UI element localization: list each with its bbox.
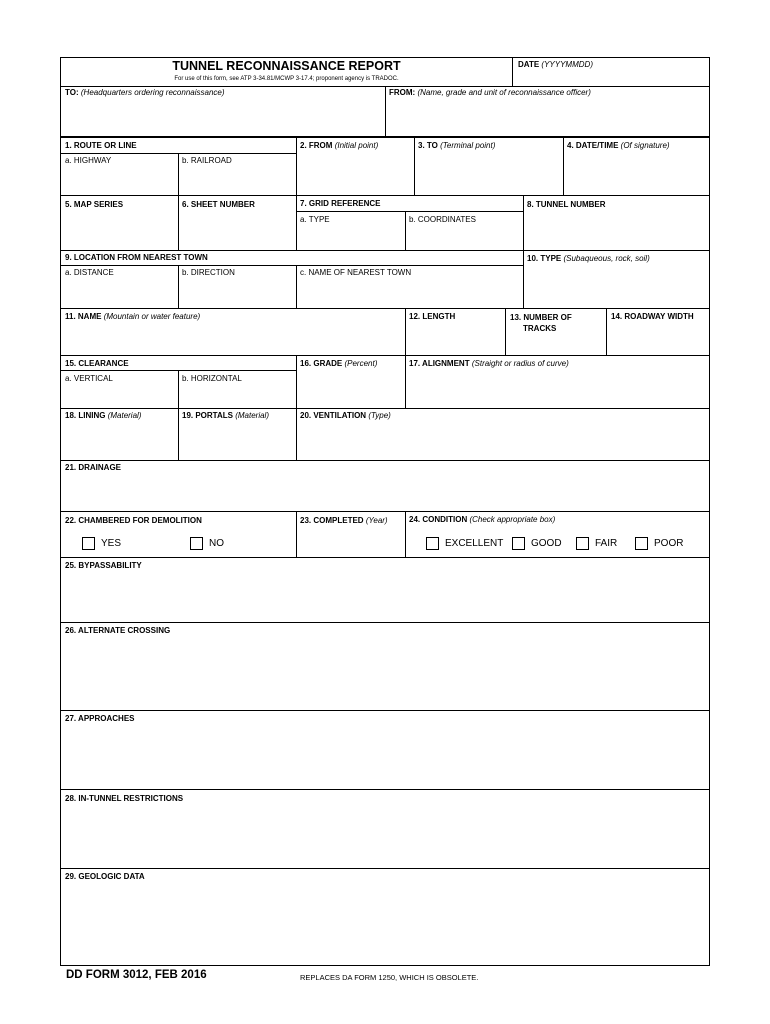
- from-initial-point-label: 2. FROM (Initial point): [300, 141, 379, 150]
- chambered-no-checkbox[interactable]: [190, 537, 203, 550]
- chambered-yes-label: YES: [101, 538, 122, 549]
- form-subtitle: For use of this form, see ATP 3-34.81/MCWP 3-17.4; proponent agency is TRADOC.: [174, 76, 399, 82]
- location-nearest-town-label: 9. LOCATION FROM NEAREST TOWN: [65, 253, 208, 262]
- distance-label: a. DISTANCE: [65, 268, 114, 277]
- bypassability-label: 25. BYPASSABILITY: [65, 561, 142, 570]
- grade-label: 16. GRADE (Percent): [300, 359, 378, 368]
- form-title: TUNNEL RECONNAISSANCE REPORT: [172, 59, 401, 73]
- lining-label: 18. LINING (Material): [65, 411, 142, 420]
- from-label: FROM: (Name, grade and unit of reconnaissance officer): [389, 88, 591, 97]
- condition-good-checkbox[interactable]: [512, 537, 525, 550]
- type-label: 10. TYPE (Subaqueous, rock, soil): [527, 254, 650, 263]
- approaches-field[interactable]: [60, 710, 710, 790]
- grid-coordinates-label: b. COORDINATES: [409, 215, 476, 224]
- grid-reference-label: 7. GRID REFERENCE: [300, 199, 381, 208]
- replaces-note: REPLACES DA FORM 1250, WHICH IS OBSOLETE.: [300, 973, 479, 982]
- condition-label: 24. CONDITION (Check appropriate box): [409, 515, 556, 524]
- route-or-line-label: 1. ROUTE OR LINE: [65, 141, 137, 150]
- condition-excellent-label: EXCELLENT: [445, 538, 504, 549]
- highway-label: a. HIGHWAY: [65, 156, 112, 165]
- condition-poor-label: POOR: [654, 538, 684, 549]
- nearest-town-name-label: c. NAME OF NEAREST TOWN: [300, 268, 412, 277]
- date-label: DATE (YYYYMMDD): [518, 60, 593, 69]
- drainage-label: 21. DRAINAGE: [65, 463, 122, 472]
- to-label: TO: (Headquarters ordering reconnaissance): [65, 88, 225, 97]
- bypassability-field[interactable]: [60, 557, 710, 623]
- condition-fair-label: FAIR: [595, 538, 618, 549]
- in-tunnel-restrictions-label: 28. IN-TUNNEL RESTRICTIONS: [65, 794, 184, 803]
- length-label: 12. LENGTH: [409, 312, 456, 321]
- completed-label: 23. COMPLETED (Year): [300, 516, 388, 525]
- geologic-data-field[interactable]: [60, 868, 710, 966]
- sheet-number-label: 6. SHEET NUMBER: [182, 200, 255, 209]
- approaches-label: 27. APPROACHES: [65, 714, 135, 723]
- datetime-label: 4. DATE/TIME (Of signature): [567, 141, 670, 150]
- condition-good-label: GOOD: [531, 538, 562, 549]
- map-series-label: 5. MAP SERIES: [65, 200, 124, 209]
- condition-poor-checkbox[interactable]: [635, 537, 648, 550]
- portals-label: 19. PORTALS (Material): [182, 411, 269, 420]
- geologic-data-label: 29. GEOLOGIC DATA: [65, 872, 145, 881]
- vertical-clearance-label: a. VERTICAL: [65, 374, 113, 383]
- number-of-tracks-label: 13. NUMBER OF TRACKS: [510, 313, 572, 333]
- alignment-label: 17. ALIGNMENT (Straight or radius of curve): [409, 359, 569, 368]
- horizontal-clearance-label: b. HORIZONTAL: [182, 374, 242, 383]
- form-number: DD FORM 3012, FEB 2016: [66, 969, 207, 981]
- alternate-crossing-label: 26. ALTERNATE CROSSING: [65, 626, 171, 635]
- grid-type-label: a. TYPE: [300, 215, 330, 224]
- roadway-width-label: 14. ROADWAY WIDTH: [611, 312, 694, 321]
- clearance-label: 15. CLEARANCE: [65, 359, 129, 368]
- to-terminal-point-label: 3. TO (Terminal point): [418, 141, 496, 150]
- chambered-label: 22. CHAMBERED FOR DEMOLITION: [65, 516, 202, 525]
- railroad-label: b. RAILROAD: [182, 156, 232, 165]
- condition-excellent-checkbox[interactable]: [426, 537, 439, 550]
- ventilation-label: 20. VENTILATION (Type): [300, 411, 391, 420]
- drainage-field[interactable]: [60, 460, 710, 512]
- tunnel-number-label: 8. TUNNEL NUMBER: [527, 200, 606, 209]
- chambered-yes-checkbox[interactable]: [82, 537, 95, 550]
- name-label: 11. NAME (Mountain or water feature): [65, 312, 201, 321]
- chambered-no-label: NO: [209, 538, 224, 549]
- direction-label: b. DIRECTION: [182, 268, 235, 277]
- condition-fair-checkbox[interactable]: [576, 537, 589, 550]
